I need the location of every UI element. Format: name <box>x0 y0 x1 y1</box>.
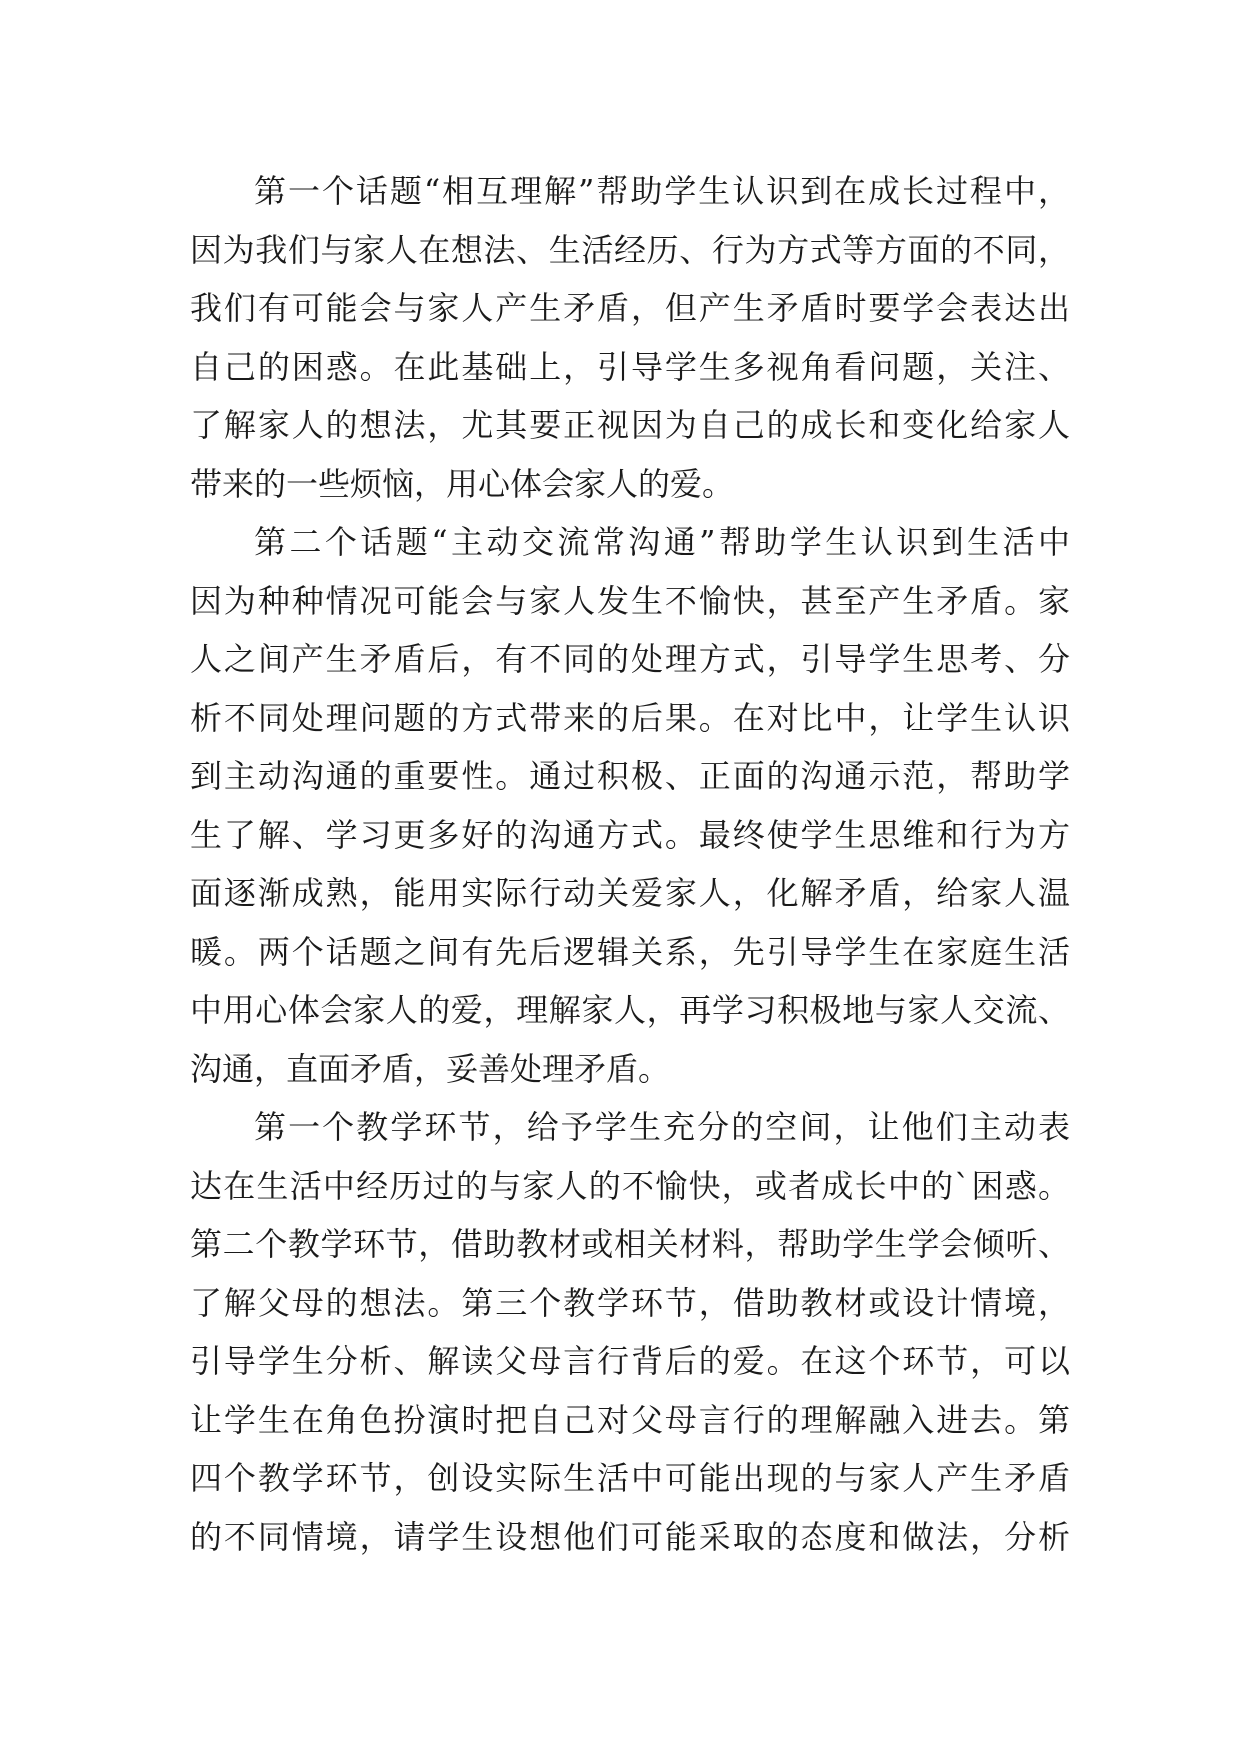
text-line: 析不同处理问题的方式带来的后果。在对比中，让学生认识 <box>190 698 1070 737</box>
paragraph-topic-one <box>190 162 1070 513</box>
text-line: 四个教学环节，创设实际生活中可能出现的与家人产生矛盾 <box>190 1459 1070 1497</box>
text-line: 沟通，直面矛盾，妥善处理矛盾。 <box>190 1049 671 1088</box>
text-line: 第一个教学环节，给予学生充分的空间，让他们主动表 <box>254 1108 1070 1146</box>
text-line: 面逐渐成熟，能用实际行动关爱家人，化解矛盾，给家人温 <box>190 874 1070 912</box>
text-line: 第二个话题“主动交流常沟通”帮助学生认识到生活中 <box>254 523 1070 561</box>
text-line: 暖。两个话题之间有先后逻辑关系，先引导学生在家庭生活 <box>190 932 1070 971</box>
text-line: 让学生在角色扮演时把自己对父母言行的理解融入进去。第 <box>190 1400 1070 1439</box>
text-line: 自己的困惑。在此基础上，引导学生多视角看问题，关注、 <box>190 347 1070 386</box>
text-line: 带来的一些烦恼，用心体会家人的爱。 <box>190 464 735 503</box>
text-line: 第一个话题“相互理解”帮助学生认识到在成长过程中， <box>254 172 1070 210</box>
text-line: 生了解、学习更多好的沟通方式。最终使学生思维和行为方 <box>190 815 1070 854</box>
paragraph-teaching-steps <box>190 1098 1070 1566</box>
text-line: 第二个教学环节，借助教材或相关材料，帮助学生学会倾听、 <box>190 1225 1070 1263</box>
text-line: 因为种种情况可能会与家人发生不愉快，甚至产生矛盾。家 <box>190 581 1070 620</box>
text-line: 中用心体会家人的爱，理解家人，再学习积极地与家人交流、 <box>190 991 1070 1029</box>
text-line: 的不同情境，请学生设想他们可能采取的态度和做法，分析 <box>190 1517 1070 1556</box>
paragraph-topic-two <box>190 513 1070 1098</box>
text-line: 引导学生分析、解读父母言行背后的爱。在这个环节，可以 <box>190 1342 1070 1380</box>
text-line: 达在生活中经历过的与家人的不愉快，或者成长中的`困惑。 <box>190 1166 1070 1205</box>
text-line: 了解家人的想法，尤其要正视因为自己的成长和变化给家人 <box>190 406 1070 444</box>
text-line: 到主动沟通的重要性。通过积极、正面的沟通示范，帮助学 <box>190 757 1070 795</box>
text-line: 人之间产生矛盾后，有不同的处理方式，引导学生思考、分 <box>190 640 1070 678</box>
text-line: 我们有可能会与家人产生矛盾，但产生矛盾时要学会表达出 <box>190 289 1070 327</box>
body-text <box>190 162 1070 1566</box>
text-line: 因为我们与家人在想法、生活经历、行为方式等方面的不同， <box>190 230 1070 269</box>
text-line: 了解父母的想法。第三个教学环节，借助教材或设计情境， <box>190 1283 1070 1322</box>
